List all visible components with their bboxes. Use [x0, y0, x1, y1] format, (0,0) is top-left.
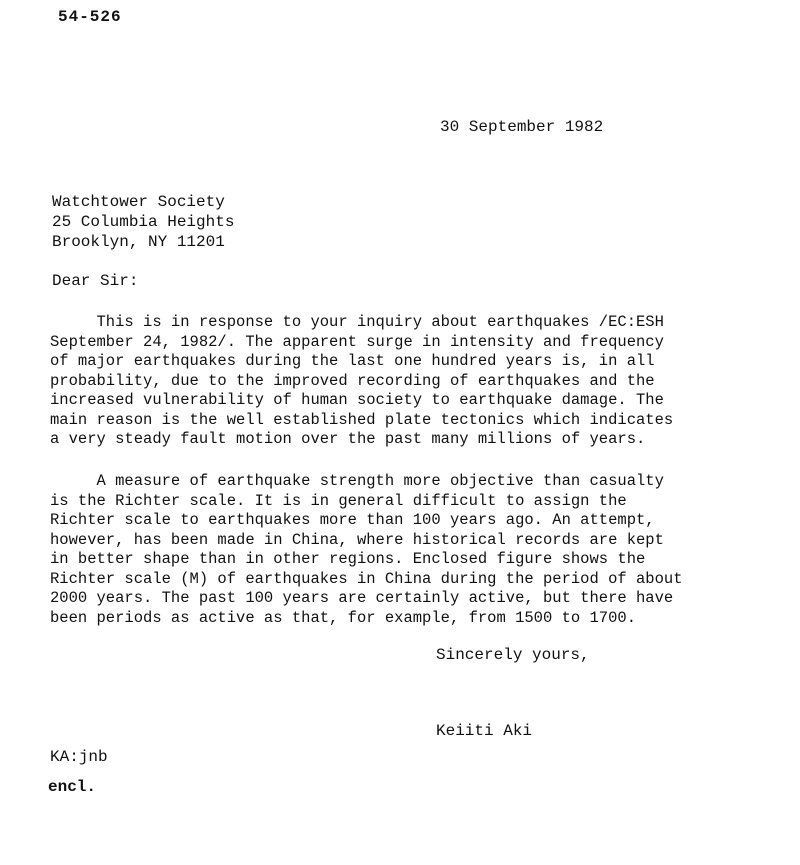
address-line: Watchtower Society [52, 193, 225, 211]
paragraph-line: of major earthquakes during the last one hundred years is, in all [50, 352, 655, 370]
salutation: Dear Sir: [52, 272, 139, 290]
paragraph-line: Richter scale to earthquakes more than 100 years ago. An attempt, [50, 511, 655, 529]
recipient-address [52, 192, 234, 252]
paragraph-line: been periods as active as that, for example, from 1500 to 1700. [50, 608, 636, 627]
paragraph-line: probability, due to the improved recording of earthquakes and the [50, 371, 655, 390]
address-line: Brooklyn, NY 11201 [52, 233, 225, 251]
paragraph-line: 2000 years. The past 100 years are certainly active, but there have [50, 589, 674, 607]
address-line: 25 Columbia Heights [52, 213, 235, 231]
paragraph-line: A measure of earthquake strength more objective than casualty [50, 472, 664, 490]
paragraph-line: is the Richter scale. It is in general difficult to assign the [50, 491, 627, 510]
letter-date: 30 September 1982 [440, 118, 604, 136]
signature-name: Keiiti Aki [436, 722, 533, 740]
paragraph-line: Richter scale (M) of earthquakes in China during the period of about [50, 569, 683, 588]
file-number: 54-526 [58, 8, 122, 26]
body-paragraph-1 [50, 313, 710, 450]
paragraph-line: however, has been made in China, where historical records are kept [50, 530, 664, 549]
enclosure-note: encl. [48, 778, 97, 796]
paragraph-line: a very steady fault motion over the past many millions of years. [50, 430, 646, 448]
paragraph-line: This is in response to your inquiry about earthquakes /EC:ESH [50, 313, 664, 331]
closing: Sincerely yours, [436, 646, 590, 664]
paragraph-line: September 24, 1982/. The apparent surge in intensity and frequency [50, 332, 664, 351]
typist-initials: KA:jnb [50, 748, 108, 766]
paragraph-line: increased vulnerability of human society to earthquake damage. The [50, 391, 664, 409]
body-paragraph-2 [50, 472, 710, 628]
paragraph-line: main reason is the well established plate tectonics which indicates [50, 410, 674, 429]
paragraph-line: in better shape than in other regions. Enclosed figure shows the [50, 550, 646, 568]
